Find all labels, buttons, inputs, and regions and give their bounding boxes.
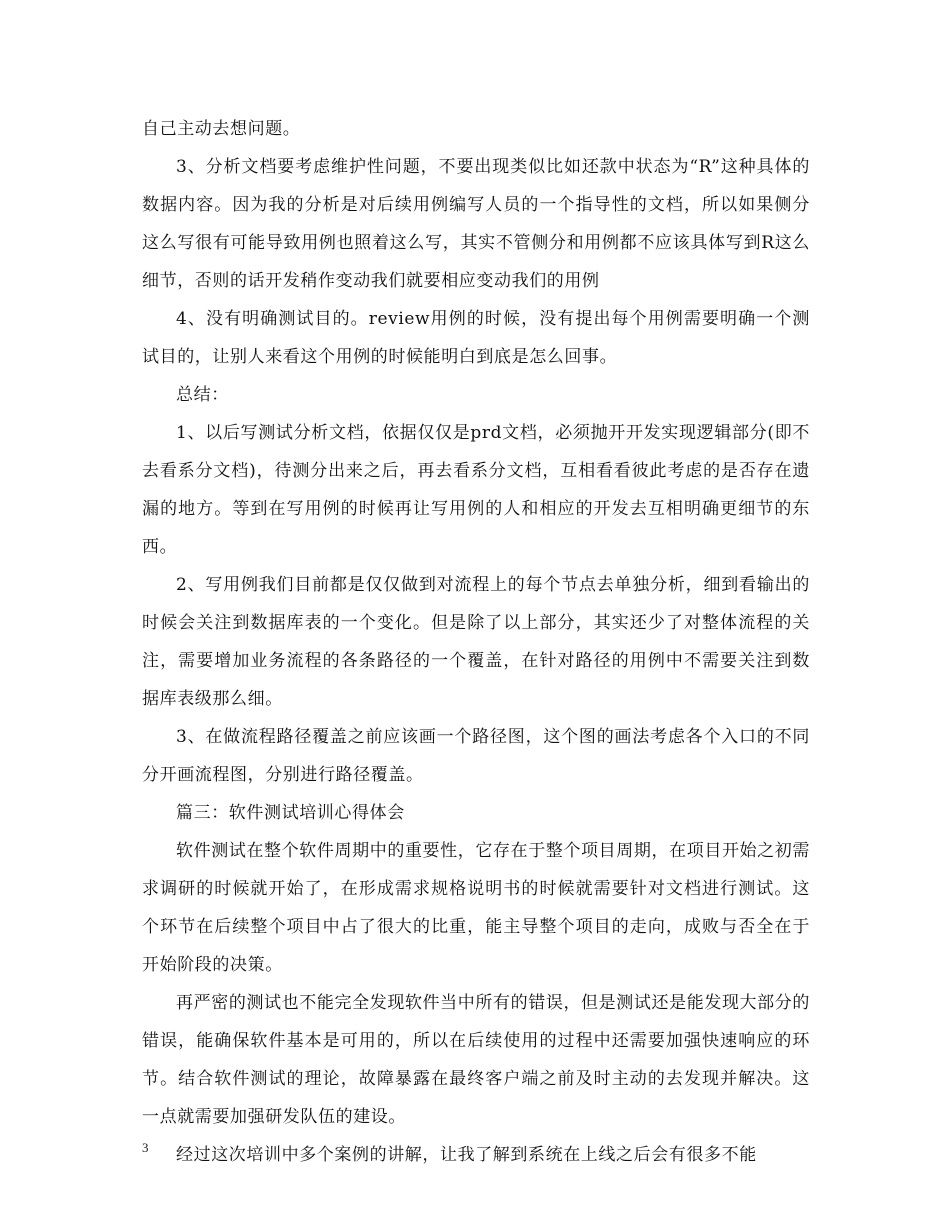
paragraph: 3、分析文档要考虑维护性问题，不要出现类似比如还款中状态为“R”这种具体的数据内容。因为我的分析是对后续用例编写人员的一个指导性的文档，所以如果侧分这么写很有可能导致用例也照着这么写，其实不管侧分和用例都不应该具体写到R这么细节，否则的话开发稍作变动我们就要相应变动我们的用例 [142,157,810,291]
paragraph: 经过这次培训中多个案例的讲解，让我了解到系统在上线之后会有很多不能 [176,1145,757,1165]
paragraph: 自己主动去想问题。 [142,119,301,139]
paragraph: 3、在做流程路径覆盖之前应该画一个路径图，这个图的画法考虑各个入口的不同分开画流程图，分别进行路径覆盖。 [142,727,810,785]
paragraph: 软件测试在整个软件周期中的重要性，它存在于整个项目周期，在项目开始之初需求调研的时候就开始了，在形成需求规格说明书的时候就需要针对文档进行测试。这个环节在后续整个项目中占了很大的比重，能主导整个项目的走向，成败与否全在于开始阶段的决策。 [142,841,810,975]
page-number: 3 [142,1140,149,1155]
document-body [142,110,810,1174]
paragraph: 再严密的测试也不能完全发现软件当中所有的错误，但是测试还是能发现大部分的错误，能确保软件基本是可用的，所以在后续使用的过程中还需要加强快速响应的环节。结合软件测试的理论，故障暴露在最终客户端之前及时主动的去发现并解决。这一点就需要加强研发队伍的建设。 [142,993,810,1127]
paragraph: 4、没有明确测试目的。review用例的时候，没有提出每个用例需要明确一个测试目的，让别人来看这个用例的时候能明白到底是怎么回事。 [142,309,810,367]
paragraph: 1、以后写测试分析文档，依据仅仅是prd文档，必须抛开开发实现逻辑部分(即不去看系分文档)，待测分出来之后，再去看系分文档，互相看看彼此考虑的是否存在遗漏的地方。等到在写用例的时候再让写用例的人和相应的开发去互相明确更细节的东西。 [142,423,810,557]
section-heading: 篇三：软件测试培训心得体会 [176,803,405,823]
paragraph: 2、写用例我们目前都是仅仅做到对流程上的每个节点去单独分析，细到看输出的时候会关注到数据库表的一个变化。但是除了以上部分，其实还少了对整体流程的关注，需要增加业务流程的各条路径的一个覆盖，在针对路径的用例中不需要关注到数据库表级那么细。 [142,575,810,709]
section-heading: 总结： [176,385,229,405]
